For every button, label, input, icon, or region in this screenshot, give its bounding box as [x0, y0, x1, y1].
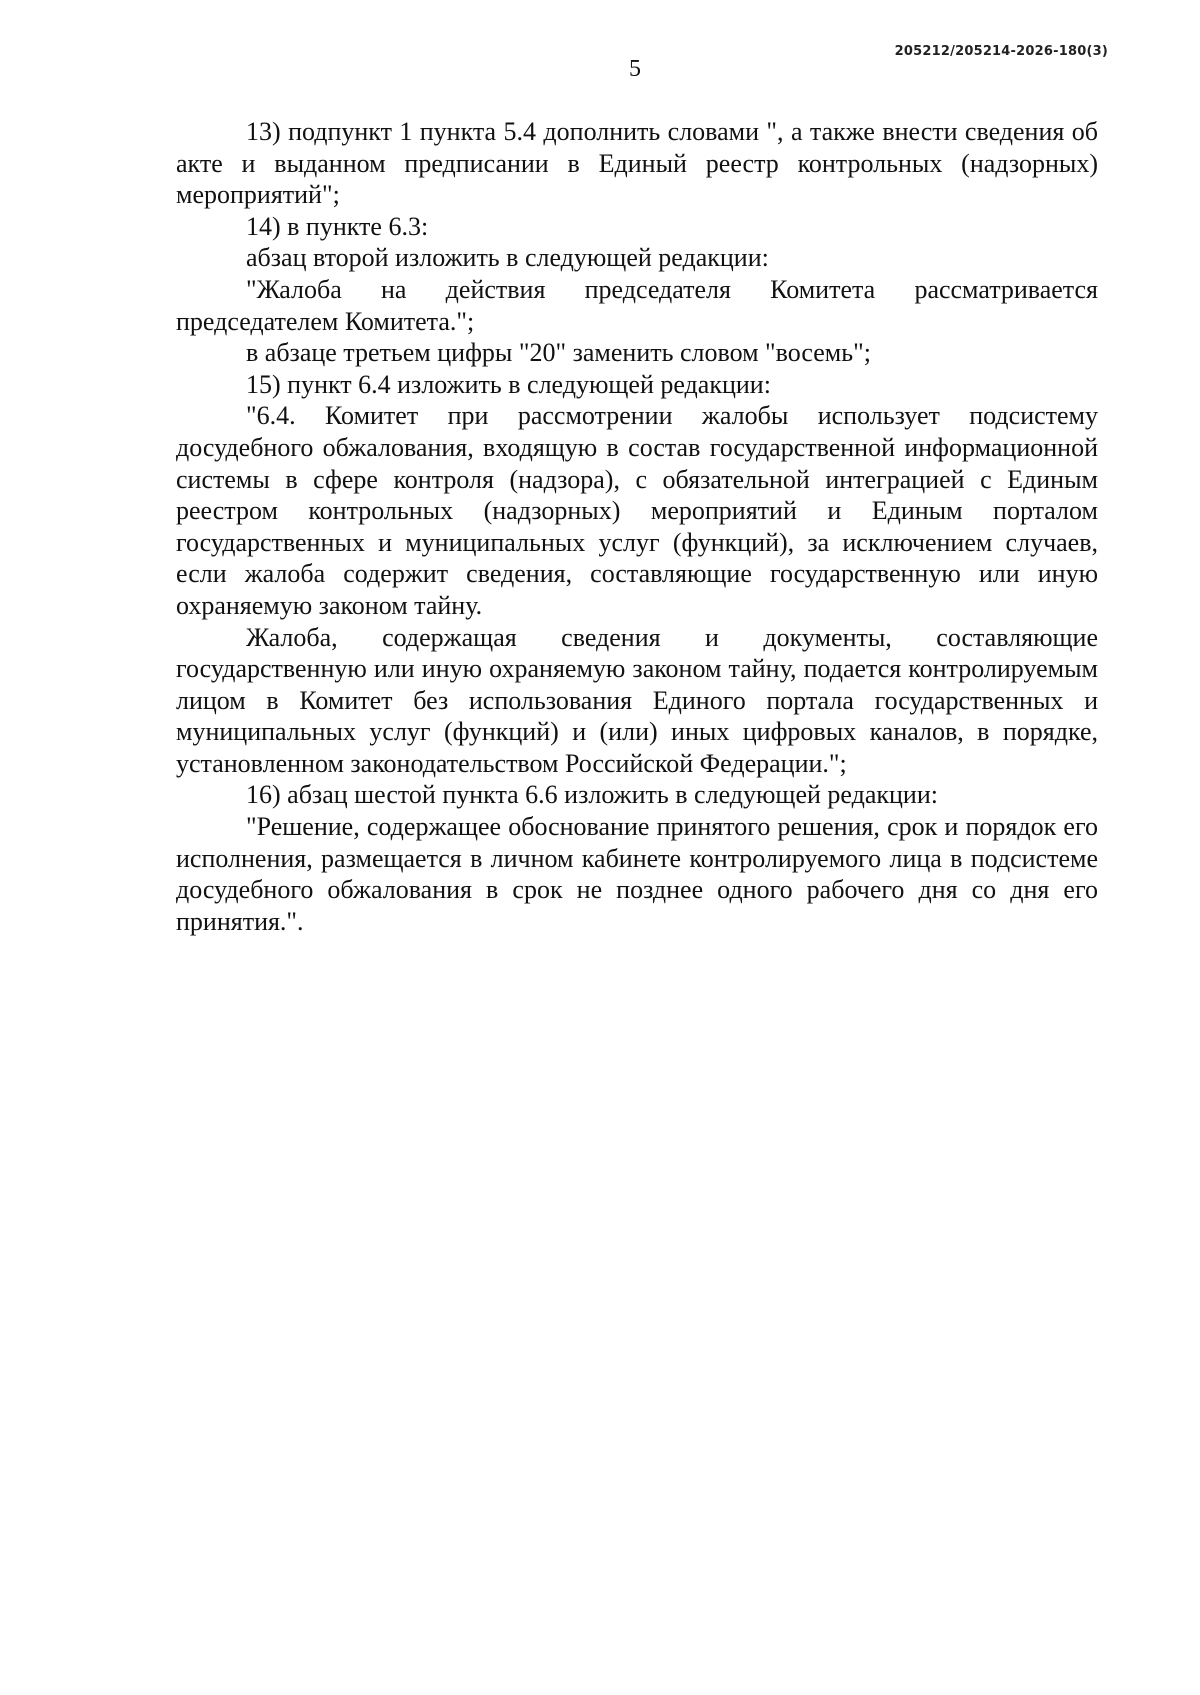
- paragraph-item-13: 13) подпункт 1 пункта 5.4 дополнить словами ", а также внести сведения об акте и выданном предписании в Единый реестр контрольных (надзорных) мероприятий";: [176, 117, 1098, 210]
- paragraph-zhaloba-secret: Жалоба, содержащая сведения и документы, составляющие государственную или иную охраняемую законом тайну, подается контролируемым лицом в Комитет без использования Единого портала государственных и муниципальных услуг (функций) и (или) иных цифровых каналов, в порядке, установленном законодательством Российской Федерации.";: [176, 622, 1098, 778]
- page-number: 5: [629, 56, 641, 82]
- paragraph-quote-reshenie: "Решение, содержащее обоснование принятого решения, срок и порядок его исполнения, размещается в личном кабинете контролируемого лица в подсистеме досудебного обжалования в срок не позднее одного рабочего дня со дня его принятия.".: [176, 812, 1098, 936]
- paragraph-abzac-tretiy: в абзаце третьем цифры "20" заменить словом "восемь";: [246, 338, 871, 368]
- paragraph-item-16: 16) абзац шестой пункта 6.6 изложить в следующей редакции:: [246, 780, 938, 810]
- document-id: 205212/205214-2026-180(3): [894, 44, 1108, 59]
- paragraph-abzac-vtoroy: абзац второй изложить в следующей редакции:: [246, 243, 769, 273]
- paragraph-quote-6-4: "6.4. Комитет при рассмотрении жалобы использует подсистему досудебного обжалования, входящую в состав государственной информационной системы в сфере контроля (надзора), с обязательной интеграцией с Единым реестром контрольных (надзорных) мероприятий и Единым порталом государственных и муниципальных услуг (функций), за исключением случаев, если жалоба содержит сведения, составляющие государственную или иную охраняемую законом тайну.: [176, 401, 1098, 620]
- paragraph-item-14: 14) в пункте 6.3:: [246, 211, 429, 241]
- paragraph-item-15: 15) пункт 6.4 изложить в следующей редакции:: [246, 369, 771, 399]
- paragraph-quote-zhaloba: "Жалоба на действия председателя Комитета рассматривается председателем Комитета.";: [176, 274, 1098, 336]
- document-body: [176, 116, 1098, 937]
